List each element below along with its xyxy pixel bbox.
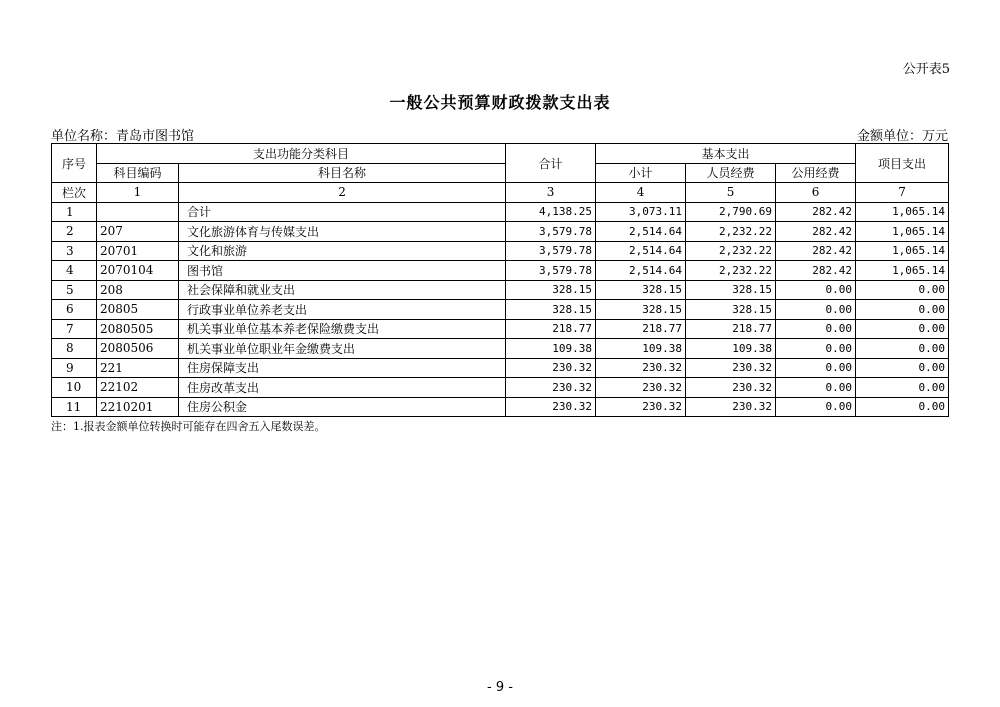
cell-name: 合计 (179, 202, 506, 222)
cell-project: 0.00 (856, 358, 949, 378)
cell-code: 2210201 (97, 397, 179, 417)
column-number-2: 2 (179, 183, 506, 203)
cell-seq: 10 (52, 378, 97, 398)
form-id-label: 公开表5 (902, 62, 950, 77)
header-name: 科目名称 (179, 163, 506, 183)
cell-subtotal: 328.15 (596, 280, 686, 300)
cell-total: 218.77 (506, 319, 596, 339)
cell-subtotal: 3,073.11 (596, 202, 686, 222)
cell-total: 230.32 (506, 397, 596, 417)
cell-public: 0.00 (776, 339, 856, 359)
cell-code: 22102 (97, 378, 179, 398)
cell-seq: 8 (52, 339, 97, 359)
cell-name: 行政事业单位养老支出 (179, 300, 506, 320)
cell-project: 1,065.14 (856, 202, 949, 222)
cell-name: 图书馆 (179, 261, 506, 281)
column-number-4: 4 (596, 183, 686, 203)
cell-code: 20805 (97, 300, 179, 320)
cell-personnel: 109.38 (686, 339, 776, 359)
cell-project: 0.00 (856, 300, 949, 320)
cell-project: 0.00 (856, 319, 949, 339)
cell-code: 208 (97, 280, 179, 300)
cell-total: 3,579.78 (506, 241, 596, 261)
cell-subtotal: 2,514.64 (596, 222, 686, 242)
cell-code: 207 (97, 222, 179, 242)
cell-total: 230.32 (506, 358, 596, 378)
footnote: 注：1.报表金额单位转换时可能存在四舍五入尾数误差。 (51, 420, 326, 433)
cell-code: 2070104 (97, 261, 179, 281)
cell-seq: 9 (52, 358, 97, 378)
cell-public: 282.42 (776, 202, 856, 222)
table-row (52, 241, 949, 261)
header-total: 合计 (506, 144, 596, 183)
cell-personnel: 328.15 (686, 280, 776, 300)
cell-total: 3,579.78 (506, 222, 596, 242)
cell-project: 0.00 (856, 280, 949, 300)
cell-seq: 2 (52, 222, 97, 242)
table-row (52, 300, 949, 320)
cell-total: 3,579.78 (506, 261, 596, 281)
cell-seq: 5 (52, 280, 97, 300)
page-title: 一般公共预算财政拨款支出表 (389, 93, 611, 112)
cell-subtotal: 328.15 (596, 300, 686, 320)
table-row (52, 378, 949, 398)
cell-public: 0.00 (776, 319, 856, 339)
cell-subtotal: 2,514.64 (596, 241, 686, 261)
table-row (52, 339, 949, 359)
header-func-class: 支出功能分类科目 (97, 144, 506, 164)
cell-code: 20701 (97, 241, 179, 261)
cell-public: 282.42 (776, 261, 856, 281)
cell-seq: 11 (52, 397, 97, 417)
cell-project: 1,065.14 (856, 241, 949, 261)
cell-code: 2080505 (97, 319, 179, 339)
cell-public: 0.00 (776, 378, 856, 398)
cell-total: 4,138.25 (506, 202, 596, 222)
cell-total: 109.38 (506, 339, 596, 359)
cell-personnel: 230.32 (686, 358, 776, 378)
cell-subtotal: 230.32 (596, 358, 686, 378)
cell-code: 2080506 (97, 339, 179, 359)
cell-seq: 3 (52, 241, 97, 261)
cell-name: 机关事业单位基本养老保险缴费支出 (179, 319, 506, 339)
cell-project: 0.00 (856, 378, 949, 398)
column-number-7: 7 (856, 183, 949, 203)
page-number: - 9 - (487, 680, 513, 695)
cell-public: 0.00 (776, 280, 856, 300)
cell-name: 住房改革支出 (179, 378, 506, 398)
cell-personnel: 2,790.69 (686, 202, 776, 222)
cell-subtotal: 218.77 (596, 319, 686, 339)
cell-seq: 6 (52, 300, 97, 320)
cell-total: 328.15 (506, 300, 596, 320)
table-row (52, 358, 949, 378)
table-row (52, 319, 949, 339)
cell-personnel: 2,232.22 (686, 241, 776, 261)
cell-name: 住房公积金 (179, 397, 506, 417)
table-row (52, 280, 949, 300)
cell-total: 328.15 (506, 280, 596, 300)
header-seq: 序号 (52, 144, 97, 183)
cell-personnel: 328.15 (686, 300, 776, 320)
header-public: 公用经费 (776, 163, 856, 183)
cell-seq: 1 (52, 202, 97, 222)
header-personnel: 人员经费 (686, 163, 776, 183)
cell-code: 221 (97, 358, 179, 378)
cell-project: 1,065.14 (856, 222, 949, 242)
cell-name: 文化旅游体育与传媒支出 (179, 222, 506, 242)
cell-project: 1,065.14 (856, 261, 949, 281)
cell-public: 0.00 (776, 397, 856, 417)
cell-subtotal: 109.38 (596, 339, 686, 359)
table-row (52, 397, 949, 417)
cell-personnel: 2,232.22 (686, 261, 776, 281)
header-code: 科目编码 (97, 163, 179, 183)
cell-subtotal: 2,514.64 (596, 261, 686, 281)
expenditure-table (51, 143, 949, 417)
table-body (52, 202, 949, 417)
column-number-3: 3 (506, 183, 596, 203)
header-project: 项目支出 (856, 144, 949, 183)
header-subtotal: 小计 (596, 163, 686, 183)
cell-code (97, 202, 179, 222)
amount-unit: 金额单位：万元 (856, 129, 948, 144)
cell-name: 住房保障支出 (179, 358, 506, 378)
cell-public: 282.42 (776, 222, 856, 242)
cell-public: 0.00 (776, 358, 856, 378)
unit-name: 单位名称：青岛市图书馆 (51, 129, 195, 144)
column-number-1: 1 (97, 183, 179, 203)
table-row (52, 261, 949, 281)
cell-seq: 4 (52, 261, 97, 281)
cell-project: 0.00 (856, 339, 949, 359)
cell-subtotal: 230.32 (596, 397, 686, 417)
cell-seq: 7 (52, 319, 97, 339)
cell-personnel: 218.77 (686, 319, 776, 339)
cell-personnel: 230.32 (686, 378, 776, 398)
cell-total: 230.32 (506, 378, 596, 398)
column-number-6: 6 (776, 183, 856, 203)
cell-personnel: 2,232.22 (686, 222, 776, 242)
header-basic: 基本支出 (596, 144, 856, 164)
cell-name: 文化和旅游 (179, 241, 506, 261)
cell-subtotal: 230.32 (596, 378, 686, 398)
table-row (52, 222, 949, 242)
column-number-label: 栏次 (52, 183, 97, 203)
cell-name: 社会保障和就业支出 (179, 280, 506, 300)
cell-project: 0.00 (856, 397, 949, 417)
cell-name: 机关事业单位职业年金缴费支出 (179, 339, 506, 359)
cell-personnel: 230.32 (686, 397, 776, 417)
cell-public: 282.42 (776, 241, 856, 261)
column-number-5: 5 (686, 183, 776, 203)
table-row (52, 202, 949, 222)
cell-public: 0.00 (776, 300, 856, 320)
